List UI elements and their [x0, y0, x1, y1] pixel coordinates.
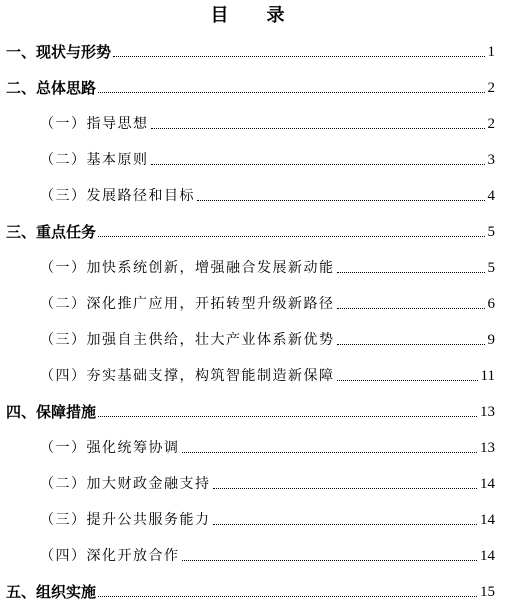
toc-entry-label: 二、总体思路: [6, 79, 97, 97]
toc-entry-label: （二）基本原则: [40, 152, 149, 168]
dot-leader: [98, 595, 477, 597]
toc-page-number: 6: [487, 296, 495, 312]
toc-entry[interactable]: [0, 508, 505, 530]
toc-entry[interactable]: [0, 580, 505, 602]
toc-page-number: 5: [487, 224, 495, 240]
toc-entry-label: 三、重点任务: [6, 223, 97, 241]
toc-entry[interactable]: [0, 544, 505, 566]
toc-page-number: 14: [480, 476, 495, 492]
toc-page-number: 14: [480, 512, 495, 528]
dot-leader: [337, 271, 485, 273]
toc-entry[interactable]: [0, 220, 505, 242]
toc-page-number: 9: [487, 332, 495, 348]
toc-entry-label: （一）强化统筹协调: [40, 440, 180, 456]
toc-entry[interactable]: [0, 292, 505, 314]
toc-entry[interactable]: [0, 436, 505, 458]
dot-leader: [337, 379, 478, 381]
dot-leader: [337, 343, 485, 345]
dot-leader: [98, 235, 484, 237]
toc-page-number: 13: [480, 404, 495, 420]
toc-page-number: 5: [487, 260, 495, 276]
dot-leader: [182, 559, 478, 561]
toc-entry-label: 四、保障措施: [6, 403, 97, 421]
toc-entry[interactable]: [0, 148, 505, 170]
toc-entry-label: （一）加快系统创新，增强融合发展新动能: [40, 260, 335, 276]
toc-page-number: 1: [487, 44, 495, 60]
toc-page-number: 2: [487, 116, 495, 132]
toc-entry-label: （二）深化推广应用，开拓转型升级新路径: [40, 296, 335, 312]
dot-leader: [182, 451, 478, 453]
toc-page-number: 13: [480, 440, 495, 456]
toc-entry[interactable]: [0, 328, 505, 350]
toc-entry[interactable]: [0, 400, 505, 422]
toc-entry-label: 一、现状与形势: [6, 43, 112, 61]
toc-entry-label: 五、组织实施: [6, 583, 97, 601]
dot-leader: [337, 307, 485, 309]
toc-entry[interactable]: [0, 364, 505, 386]
dot-leader: [197, 199, 485, 201]
toc-entry[interactable]: [0, 112, 505, 134]
toc-entry-label: （一）指导思想: [40, 116, 149, 132]
dot-leader: [98, 91, 484, 93]
page-title: 目 录: [210, 5, 295, 26]
toc-page-number: 2: [487, 80, 495, 96]
dot-leader: [113, 55, 484, 57]
toc-page-number: 3: [487, 152, 495, 168]
dot-leader: [151, 127, 485, 129]
toc-entry-label: （二）加大财政金融支持: [40, 476, 211, 492]
toc-page-number: 14: [480, 548, 495, 564]
dot-leader: [151, 163, 485, 165]
toc-entry[interactable]: [0, 40, 505, 62]
toc-page-number: 4: [487, 188, 495, 204]
dot-leader: [213, 487, 478, 489]
toc-entry[interactable]: [0, 256, 505, 278]
toc-entry-label: （三）提升公共服务能力: [40, 512, 211, 528]
toc-entry-label: （四）夯实基础支撑，构筑智能制造新保障: [40, 368, 335, 384]
toc-entry[interactable]: [0, 184, 505, 206]
toc-entry-label: （四）深化开放合作: [40, 548, 180, 564]
toc-entry-label: （三）加强自主供给，壮大产业体系新优势: [40, 332, 335, 348]
toc-entry[interactable]: [0, 472, 505, 494]
toc-entry-label: （三）发展路径和目标: [40, 188, 195, 204]
toc-page-number: 15: [480, 584, 495, 600]
dot-leader: [213, 523, 478, 525]
dot-leader: [98, 415, 477, 417]
toc-entry[interactable]: [0, 76, 505, 98]
toc-page-number: 11: [480, 368, 495, 384]
